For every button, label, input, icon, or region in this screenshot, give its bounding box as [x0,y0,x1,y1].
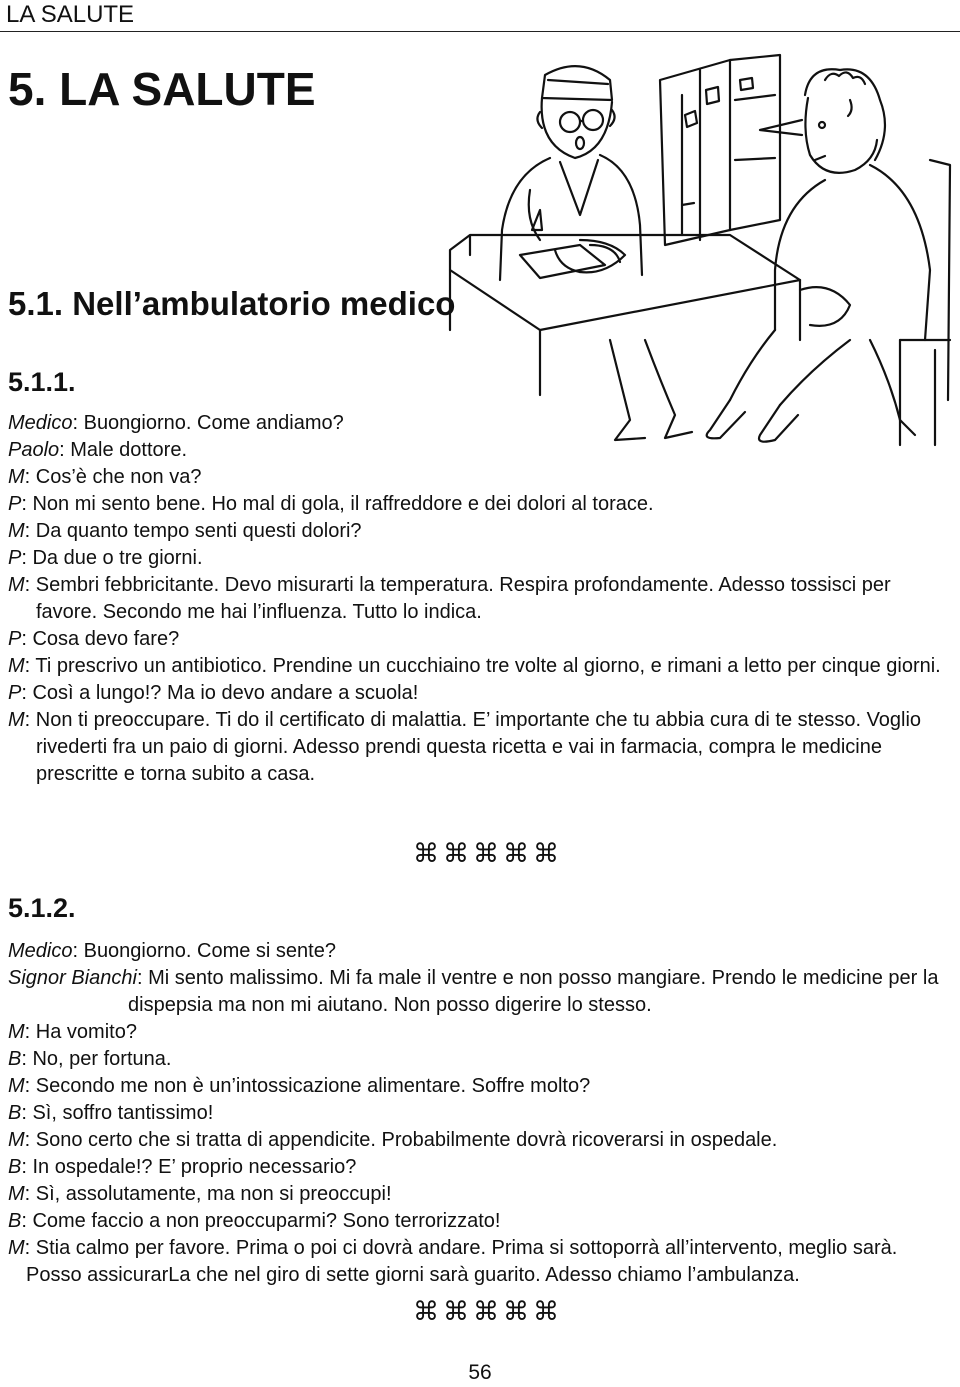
speaker: P [8,547,22,569]
dialogue-line [8,491,956,518]
dialogue-1-number: 5.1.1. [8,367,76,397]
line-text: : In ospedale!? E’ proprio necessario? [21,1156,357,1178]
dialogue-line [8,572,956,626]
dialogue-line [8,545,956,572]
speaker: Medico [8,412,73,434]
speaker: M [8,1075,25,1097]
dialogue-line [8,965,956,1019]
speaker: B [8,1210,22,1232]
line-text: : Buongiorno. Come andiamo? [72,412,344,434]
speaker: B [8,1048,22,1070]
dialogue-2 [8,938,956,1289]
speaker: Medico [8,940,73,962]
dialogue-2-number: 5.1.2. [8,893,76,923]
dialogue-line [8,653,956,680]
dialogue-line [8,1046,956,1073]
doctor-patient-illustration [430,40,955,460]
speaker: M [8,1183,25,1205]
line-text: : Cos’è che non va? [24,466,202,488]
line-text: : Come faccio a non preoccuparmi? Sono terrorizzato! [21,1210,501,1232]
speaker: M [8,466,25,488]
line-text: : Ti prescrivo un antibiotico. Prendine un cucchiaino tre volte al giorno, e rimani a letto per cinque giorni. [24,655,941,677]
line-text: : Mi sento malissimo. Mi fa male il ventre e non posso mangiare. Prendo le medicine per la dispepsia ma non mi aiutano. Non posso digerire lo stesso. [128,967,939,1016]
line-text: : Buongiorno. Come si sente? [72,940,336,962]
line-text: : Sembri febbricitante. Devo misurarti la temperatura. Respira profondamente. Adesso tossisci per favore. Secondo me hai l’influenza. Tutto lo indica. [24,574,891,623]
dialogue-line [8,518,956,545]
dialogue-line [8,464,956,491]
line-text: : Ha vomito? [24,1021,137,1043]
line-text: : Sì, soffro tantissimo! [21,1102,214,1124]
line-text: : Da due o tre giorni. [21,547,203,569]
speaker: M [8,655,25,677]
section-separator-end: ⌘⌘⌘⌘⌘ [413,1296,563,1326]
line-text: : Da quanto tempo senti questi dolori? [24,520,362,542]
line-text: : Così a lungo!? Ma io devo andare a scuola! [21,682,419,704]
speaker: P [8,682,22,704]
speaker: M [8,1237,25,1259]
dialogue-line [8,1073,956,1100]
line-text: : Non ti preoccupare. Ti do il certificato di malattia. E’ importante che tu abbia cura di te stesso. Voglio rivederti fra un paio di giorni. Adesso prendi questa ricetta e vai in farmacia, compra le medicine prescritte e torna subito a casa. [24,709,922,785]
line-text: : Stia calmo per favore. Prima o poi ci dovrà andare. Prima si sottoporrà all’intervento, meglio sarà. Posso assicurarLa che nel giro di sette giorni sarà guarito. Adesso chiamo l’ambulanza. [24,1237,898,1286]
running-header: LA SALUTE [6,1,135,28]
speaker: M [8,574,25,596]
dialogue-line [8,1019,956,1046]
speaker: M [8,1021,25,1043]
speaker: M [8,709,25,731]
line-text: : Sì, assolutamente, ma non si preoccupi! [24,1183,392,1205]
dialogue-line [8,1235,956,1289]
dialogue-line [8,1127,956,1154]
dialogue-line [8,437,956,464]
line-text: : Sono certo che si tratta di appendicite. Probabilmente dovrà ricoverarsi in ospedale. [24,1129,778,1151]
speaker: M [8,520,25,542]
speaker: Paolo [8,439,60,461]
dialogue-line [8,1100,956,1127]
dialogue-line [8,938,956,965]
section-title: 5.1. Nell’ambulatorio medico [8,285,456,322]
section-separator: ⌘⌘⌘⌘⌘ [413,838,563,868]
speaker: B [8,1102,22,1124]
dialogue-line [8,410,956,437]
header-rule [0,31,960,32]
speaker: P [8,628,22,650]
chapter-title: 5. LA SALUTE [8,63,316,115]
dialogue-line [8,707,956,788]
line-text: : No, per fortuna. [21,1048,172,1070]
line-text: : Cosa devo fare? [21,628,180,650]
dialogue-line [8,680,956,707]
speaker: M [8,1129,25,1151]
page-number: 56 [468,1361,492,1384]
line-text: : Secondo me non è un’intossicazione alimentare. Soffre molto? [24,1075,591,1097]
line-text: : Male dottore. [59,439,187,461]
dialogue-line [8,626,956,653]
line-text: : Non mi sento bene. Ho mal di gola, il raffreddore e dei dolori al torace. [21,493,654,515]
dialogue-line [8,1208,956,1235]
dialogue-1 [8,410,956,788]
dialogue-line [8,1154,956,1181]
speaker: B [8,1156,22,1178]
dialogue-line [8,1181,956,1208]
speaker: P [8,493,22,515]
speaker: Signor Bianchi [8,967,137,989]
